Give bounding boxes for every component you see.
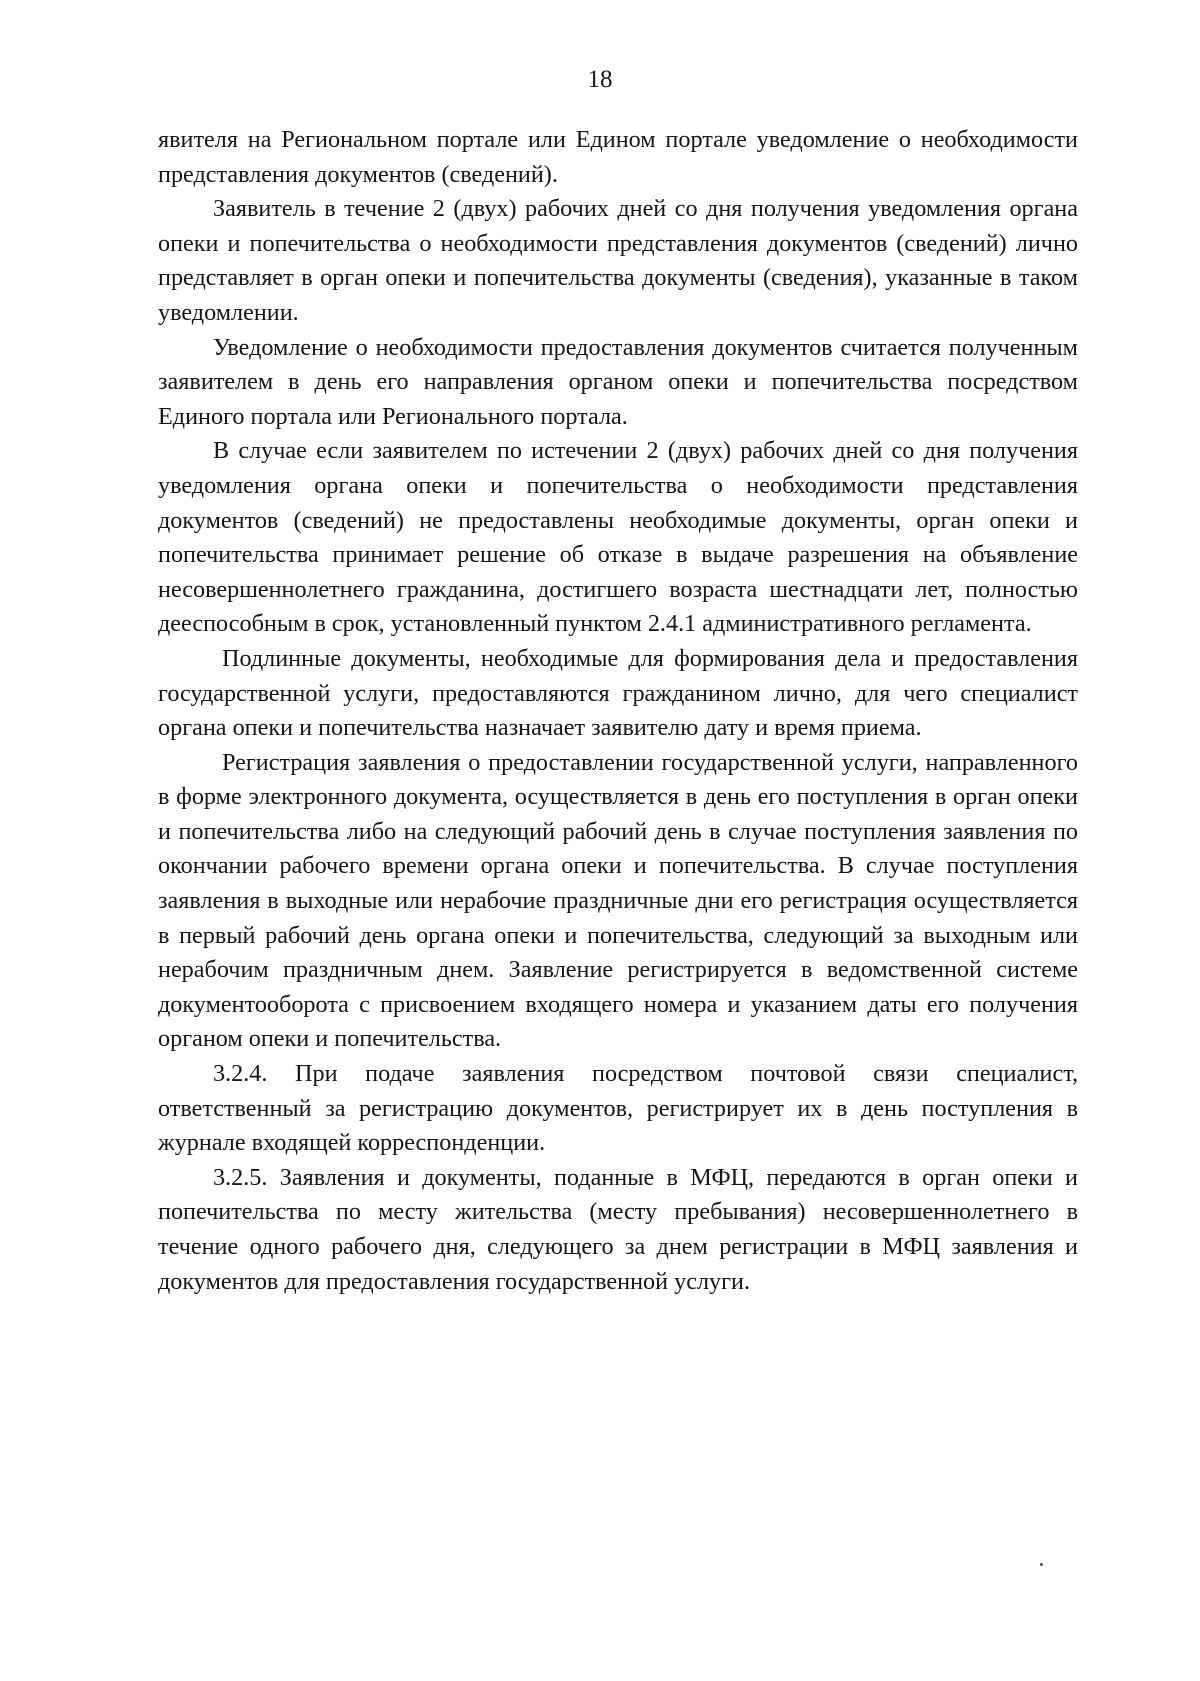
scan-speck	[1040, 1563, 1043, 1566]
paragraph-notification-received: Уведомление о необходимости предоставления документов считается полученным заявителем в день его направления органом опеки и попечительства посредством Единого портала или Регионального портала.	[158, 333, 1078, 430]
paragraph-3-2-4: 3.2.4. При подаче заявления посредством почтовой связи специалист, ответственный за регистрацию документов, регистрирует их в день поступления в журнале входящей корреспонденции.	[158, 1060, 1078, 1157]
paragraph-refusal-decision: В случае если заявителем по истечении 2 (двух) рабочих дней со дня получения уведомления органа опеки и попечительства о необходимости представления документов (сведений) не предоставлены необходимые документы, орган опеки и попечительства принимает решение об отказе в выдаче разрешения на объявление несовершеннолетнего гражданина, достигшего возраста шестнадцати лет, полностью дееспособным в срок, установленный пунктом 2.4.1 административного регламента.	[158, 437, 1078, 638]
page-number: 18	[587, 66, 613, 93]
paragraph-electronic-registration: Регистрация заявления о предоставлении государственной услуги, направленного в форме электронного документа, осуществляется в день его поступления в орган опеки и попечительства либо на следующий рабочий день в случае поступления заявления по окончании рабочего времени органа опеки и попечительства. В случае поступления заявления в выходные или нерабочие праздничные дни его регистрация осуществляется в первый рабочий день органа опеки и попечительства, следующий за выходным или нерабочим праздничным днем. Заявление регистрируется в ведомственной системе документооборота с присвоением входящего номера и указанием даты его получения органом опеки и попечительства.	[158, 748, 1078, 1053]
paragraph-continuation: явителя на Региональном портале или Едином портале уведомление о необходимости представления документов (сведений).	[158, 126, 1078, 188]
paragraph-3-2-5: 3.2.5. Заявления и документы, поданные в МФЦ, передаются в орган опеки и попечительства по месту жительства (месту пребывания) несовершеннолетнего в течение одного рабочего дня, следующего за днем регистрации в МФЦ заявления и документов для предоставления государственной услуги.	[158, 1163, 1078, 1295]
paragraph-original-documents: Подлинные документы, необходимые для формирования дела и предоставления государственной услуги, предоставляются гражданином лично, для чего специалист органа опеки и попечительства назначает заявителю дату и время приема.	[158, 644, 1078, 742]
paragraph-applicant-deadline: Заявитель в течение 2 (двух) рабочих дней со дня получения уведомления органа опеки и попечительства о необходимости представления документов (сведений) лично представляет в орган опеки и попечительства документы (сведения), указанные в таком уведомлении.	[158, 195, 1078, 326]
document-body	[158, 123, 1078, 1299]
